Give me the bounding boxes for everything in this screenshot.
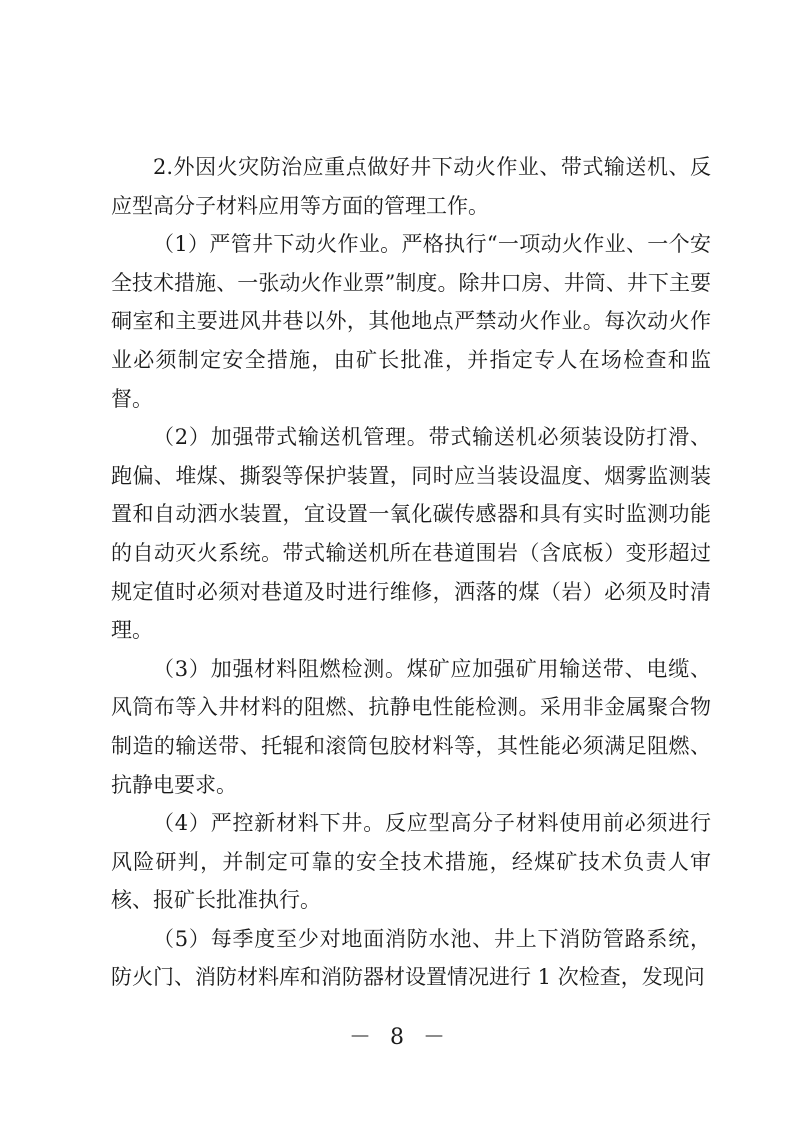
paragraph-quarterly-inspection: （5）每季度至少对地面消防水池、井上下消防管路系统，防火门、消防材料库和消防器材设置情况进行 1 次检查，发现问 bbox=[111, 926, 711, 990]
page-number: － 8 － bbox=[349, 1025, 451, 1050]
paragraph-belt-conveyor-management: （2）加强带式输送机管理。带式输送机必须装设防打滑、跑偏、堆煤、撕裂等保护装置，同时应当装设温度、烟雾监测装置和自动洒水装置，宜设置一氧化碳传感器和具有实时监测功能的自动灭火系统。带式输送机所在巷道围岩（含底板）变形超过规定值时必须对巷道及时进行维修，洒落的煤（岩）必须及时清理。 bbox=[111, 425, 711, 643]
paragraph-new-material-control: （4）严控新材料下井。反应型高分子材料使用前必须进行风险研判，并制定可靠的安全技术措施，经煤矿技术负责人审核、报矿长批准执行。 bbox=[111, 811, 711, 913]
body-text bbox=[111, 148, 711, 997]
paragraph-material-flame-retardant-testing: （3）加强材料阻燃检测。煤矿应加强矿用输送带、电缆、风筒布等入井材料的阻燃、抗静电性能检测。采用非金属聚合物制造的输送带、托辊和滚筒包胶材料等，其性能必须满足阻燃、抗静电要求。 bbox=[111, 656, 711, 797]
paragraph-hot-work-control: （1）严管井下动火作业。严格执行“一项动火作业、一个安全技术措施、一张动火作业票”制度。除井口房、井筒、井下主要硐室和主要进风井巷以外，其他地点严禁动火作业。每次动火作业必须制定安全措施，由矿长批准，并指定专人在场检查和监督。 bbox=[111, 232, 711, 411]
paragraph-external-fire-prevention: 2.外因火灾防治应重点做好井下动火作业、带式输送机、反应型高分子材料应用等方面的管理工作。 bbox=[111, 155, 711, 218]
